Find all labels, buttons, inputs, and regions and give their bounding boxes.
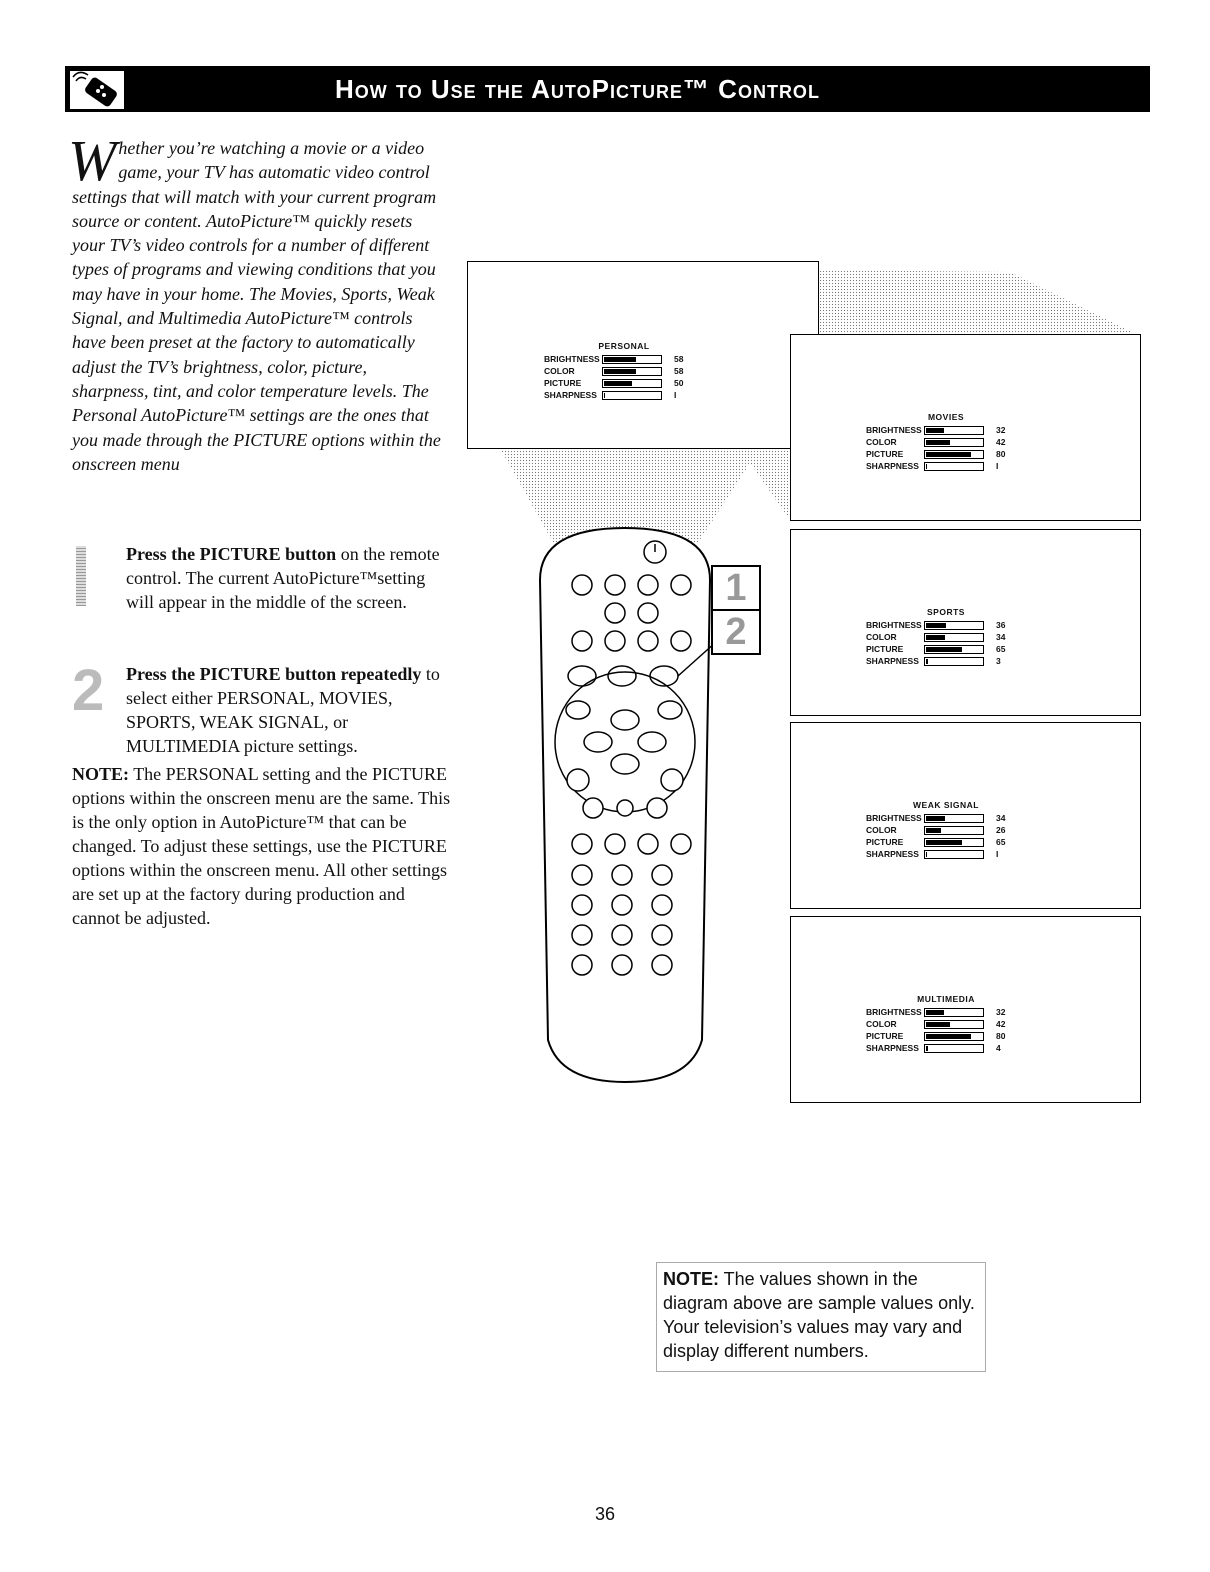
menu-row-picture	[866, 1031, 1046, 1043]
row-label: SHARPNESS	[544, 390, 597, 400]
menu-row-sharpness	[866, 1043, 1046, 1055]
menu-row-brightness	[544, 354, 724, 366]
menu-row-picture	[544, 378, 724, 390]
menu-title: PERSONAL	[598, 341, 650, 351]
step-1-bold: Press the PICTURE button	[126, 544, 337, 564]
menu-row-brightness	[866, 813, 1046, 825]
row-value: 32	[996, 1007, 1006, 1017]
level-bar	[924, 438, 984, 447]
row-value: I	[996, 461, 999, 471]
row-value: 42	[996, 1019, 1006, 1029]
row-label: PICTURE	[866, 644, 904, 654]
level-bar	[924, 850, 984, 859]
row-label: COLOR	[866, 632, 897, 642]
remote-step-1-box: 1	[711, 565, 761, 611]
level-fill	[926, 1046, 928, 1051]
menu-row-color	[544, 366, 724, 378]
level-fill	[926, 647, 962, 652]
menu-row-brightness	[866, 1007, 1046, 1019]
level-fill	[926, 623, 946, 628]
row-value: 34	[996, 813, 1006, 823]
row-value: 42	[996, 437, 1006, 447]
menu-row-picture	[866, 449, 1046, 461]
level-bar	[602, 355, 662, 364]
step-2-text: to select either PERSONAL, MOVIES, SPORTS, WEAK SIGNAL, or MULTIMEDIA picture settings.	[126, 664, 440, 756]
level-bar	[924, 838, 984, 847]
menu-title: SPORTS	[927, 607, 965, 617]
row-value: 26	[996, 825, 1006, 835]
level-fill	[926, 635, 945, 640]
level-bar	[924, 645, 984, 654]
menu-row-sharpness	[866, 656, 1046, 668]
row-value: 4	[996, 1043, 1001, 1053]
row-value: 36	[996, 620, 1006, 630]
row-label: BRIGHTNESS	[866, 1007, 922, 1017]
row-value: 32	[996, 425, 1006, 435]
level-bar	[924, 426, 984, 435]
menu-row-sharpness	[866, 461, 1046, 473]
menu-title: WEAK SIGNAL	[913, 800, 979, 810]
level-fill	[604, 393, 605, 398]
level-bar	[924, 621, 984, 630]
row-label: PICTURE	[544, 378, 582, 388]
level-bar	[924, 814, 984, 823]
step-2-bold: Press the PICTURE button repeatedly	[126, 664, 422, 684]
level-fill	[926, 1010, 944, 1015]
level-fill	[604, 369, 636, 374]
note-text: The PERSONAL setting and the PICTURE options within the onscreen menu are the same. This is the only option in AutoPicture™ that can be changed. To adjust these settings, use the PICTURE options within the onscreen menu. All other settings are set up at the factory during production and cannot be adjusted.	[72, 764, 451, 928]
level-bar	[924, 1044, 984, 1053]
level-fill	[926, 659, 928, 664]
level-bar	[924, 462, 984, 471]
step-1-text: on the remote control. The current AutoPicture™setting will appear in the middle of the screen.	[126, 544, 440, 612]
remote-step-2-box: 2	[711, 609, 761, 655]
menu-title: MOVIES	[927, 412, 965, 422]
level-fill	[604, 381, 632, 386]
level-bar	[924, 633, 984, 642]
row-label: COLOR	[544, 366, 575, 376]
menu-row-sharpness	[544, 390, 724, 402]
row-value: 65	[996, 644, 1006, 654]
row-value: 3	[996, 656, 1001, 666]
intro-text: hether you’re watching a movie or a video game, your TV has automatic video control settings that will match with your current program source or content. AutoPicture™ quickly resets your TV’s video controls for a number of different types of programs and viewing conditions that you may have in your home. The Movies, Sports, Weak Signal, and Multimedia AutoPicture™ controls have been preset at the factory to automatically adjust the TV’s brightness, color, picture, sharpness, tint, and color temperature levels. The Personal AutoPicture™ settings are the ones that you made through the PICTURE options within the onscreen menu	[72, 138, 441, 474]
level-bar	[602, 379, 662, 388]
level-fill	[926, 452, 971, 457]
level-bar	[602, 367, 662, 376]
sample-note-label: NOTE:	[663, 1269, 719, 1289]
row-label: BRIGHTNESS	[866, 813, 922, 823]
level-fill	[926, 440, 950, 445]
menu-row-sharpness	[866, 849, 1046, 861]
level-bar	[924, 1032, 984, 1041]
row-value: 65	[996, 837, 1006, 847]
drop-cap: W	[68, 128, 117, 193]
row-label: SHARPNESS	[866, 656, 919, 666]
row-label: PICTURE	[866, 837, 904, 847]
row-label: SHARPNESS	[866, 461, 919, 471]
menu-title: MULTIMEDIA	[917, 994, 975, 1004]
sample-values-note	[656, 1262, 986, 1372]
row-label: SHARPNESS	[866, 849, 919, 859]
row-value: I	[996, 849, 999, 859]
menu-row-color	[866, 1019, 1046, 1031]
level-fill	[926, 1034, 971, 1039]
row-value: 50	[674, 378, 684, 388]
page-number: 36	[594, 1504, 616, 1524]
level-fill	[604, 357, 636, 362]
menu-row-brightness	[866, 425, 1046, 437]
menu-row-color	[866, 437, 1046, 449]
row-value: 80	[996, 449, 1006, 459]
row-value: 58	[674, 366, 684, 376]
row-value: 58	[674, 354, 684, 364]
level-fill	[926, 840, 962, 845]
row-label: COLOR	[866, 825, 897, 835]
row-label: PICTURE	[866, 1031, 904, 1041]
menu-row-picture	[866, 644, 1046, 656]
row-label: BRIGHTNESS	[544, 354, 600, 364]
row-label: PICTURE	[866, 449, 904, 459]
row-label: BRIGHTNESS	[866, 620, 922, 630]
row-value: I	[674, 390, 677, 400]
row-value: 34	[996, 632, 1006, 642]
level-fill	[926, 428, 944, 433]
level-bar	[924, 1008, 984, 1017]
level-fill	[926, 1022, 950, 1027]
level-bar	[924, 450, 984, 459]
menu-row-color	[866, 825, 1046, 837]
level-fill	[926, 464, 927, 469]
row-label: COLOR	[866, 437, 897, 447]
level-fill	[926, 816, 945, 821]
row-label: COLOR	[866, 1019, 897, 1029]
level-bar	[602, 391, 662, 400]
row-label: BRIGHTNESS	[866, 425, 922, 435]
row-label: SHARPNESS	[866, 1043, 919, 1053]
note-label: NOTE:	[72, 764, 130, 784]
level-bar	[924, 826, 984, 835]
level-bar	[924, 657, 984, 666]
row-value: 80	[996, 1031, 1006, 1041]
level-fill	[926, 852, 927, 857]
level-fill	[926, 828, 941, 833]
remote-control	[530, 520, 720, 1090]
sample-note-text: The values shown in the diagram above are sample values only. Your television’s values may vary and display different numbers.	[663, 1269, 975, 1361]
menu-row-brightness	[866, 620, 1046, 632]
page-title: How to Use the AutoPicture™ Control	[335, 74, 820, 104]
menu-row-picture	[866, 837, 1046, 849]
level-bar	[924, 1020, 984, 1029]
menu-row-color	[866, 632, 1046, 644]
step-2-number: 2	[72, 658, 105, 723]
